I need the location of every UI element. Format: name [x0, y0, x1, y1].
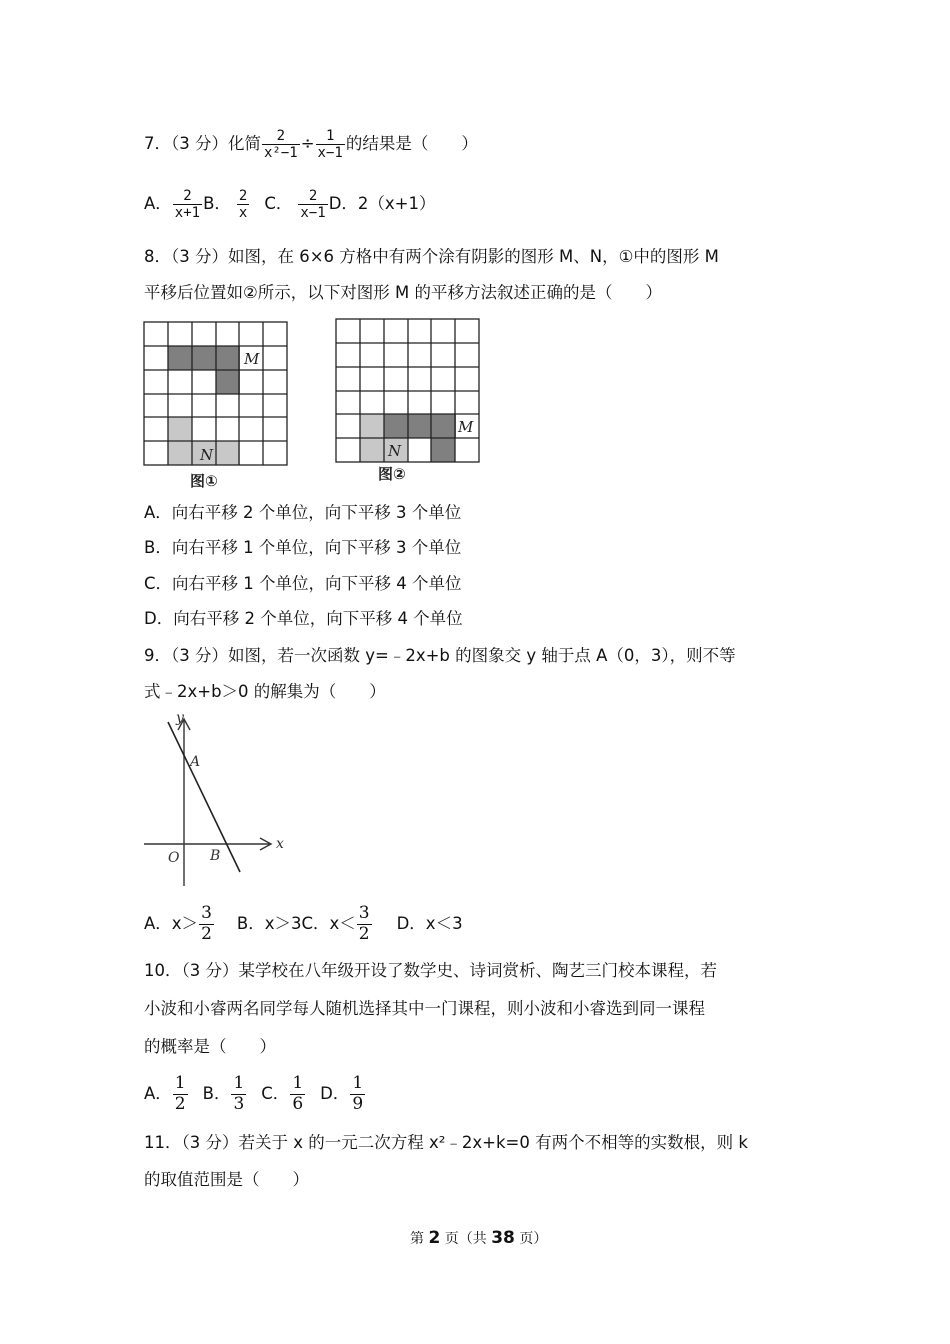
fig1-caption: 图①: [190, 472, 218, 490]
q10-optc-num: 1: [292, 1073, 304, 1093]
q10-optb-num: 1: [233, 1073, 245, 1093]
q9-optc-den: 2: [358, 923, 370, 944]
q9-option-bc-label: B．x＞3C．x＜: [236, 913, 356, 933]
footer-mid: 页（共: [440, 1231, 492, 1247]
q9-label-x: x: [276, 836, 284, 852]
fig2-grid: [336, 319, 479, 462]
q10-stem-line2: 小波和小睿两名同学每人随机选择其中一门课程，则小波和小睿选到同一课程: [144, 999, 705, 1018]
q7-frac2-num: 1: [325, 128, 335, 144]
q9-opta-num: 3: [201, 903, 212, 923]
q10-option-d-fraction: [350, 1074, 365, 1114]
q10-optb-den: 3: [233, 1093, 245, 1114]
q8-figure-2: [332, 315, 484, 487]
q10-option-b-label: B．: [202, 1083, 231, 1103]
q9-option-a-fraction: [199, 904, 214, 944]
q8-figure-1: [140, 318, 292, 490]
q7-options: [144, 188, 435, 221]
footer-post: 页）: [514, 1231, 548, 1247]
q7-option-d: D．2（x+1）: [328, 194, 436, 214]
q9-option-c-fraction: [357, 904, 372, 944]
fig1-label-n: N: [200, 446, 214, 464]
q10-stem-line3: 的概率是（ ）: [144, 1037, 276, 1056]
fig1-label-m: M: [244, 350, 260, 368]
fig2-shape-m-part2: [431, 438, 455, 462]
q7-optb-den: x: [238, 205, 248, 222]
q8-option-a: A．向右平移 2 个单位，向下平移 3 个单位: [144, 503, 462, 522]
q10-opta-den: 2: [174, 1093, 186, 1114]
q7-frac1-num: 2: [276, 128, 286, 144]
q7-option-a-fraction: [173, 188, 202, 221]
q7-option-a-label: A．: [144, 194, 172, 214]
q9-options: [144, 904, 463, 944]
q10-stem-line1: 10．（3 分）某学校在八年级开设了数学史、诗词赏析、陶艺三门校本课程，若: [144, 961, 717, 980]
q11-stem-line2: 的取值范围是（ ）: [144, 1170, 309, 1189]
q10-options: [144, 1074, 366, 1114]
fig2-shape-m-part1: [384, 414, 456, 438]
q10-optd-num: 1: [352, 1073, 364, 1093]
q8-option-b: B．向右平移 1 个单位，向下平移 3 个单位: [144, 538, 462, 557]
q10-option-d-label: D．: [320, 1083, 350, 1103]
footer-total-pages: 38: [491, 1228, 515, 1248]
q10-option-c-label: C．: [261, 1083, 290, 1103]
q7-frac2-den: x−1: [317, 145, 343, 162]
footer-page-number: 2: [428, 1228, 441, 1248]
q7-frac1-den: x²−1: [264, 145, 298, 162]
q9-stem-line2: 式﹣2x+b＞0 的解集为（ ）: [144, 682, 386, 701]
q7-optb-num: 2: [238, 188, 248, 204]
q8-option-c: C．向右平移 1 个单位，向下平移 4 个单位: [144, 574, 462, 593]
q11-stem-line1: 11．（3 分）若关于 x 的一元二次方程 x²﹣2x+k=0 有两个不相等的实数根，则 k: [144, 1133, 748, 1152]
q7-opta-num: 2: [183, 188, 192, 204]
q9-label-y: y: [176, 710, 184, 726]
q10-optd-den: 9: [352, 1093, 364, 1114]
q7-option-b-label: B．: [203, 194, 231, 214]
q10-option-a-fraction: [173, 1074, 188, 1114]
q9-option-d: D．x＜3: [396, 913, 463, 933]
footer-pre: 第: [410, 1231, 429, 1247]
q8-stem-line1: 8．（3 分）如图，在 6×6 方格中有两个涂有阴影的图形 M、N，①中的图形 M: [144, 247, 719, 266]
fig1-shape-m-part2: [216, 370, 240, 394]
q9-label-b: B: [210, 848, 221, 864]
q7-optc-den: x−1: [300, 205, 326, 222]
fig2-label-m: M: [458, 418, 474, 436]
q7-stem-suffix: 的结果是（ ）: [345, 134, 478, 154]
q7-option-c-fraction: [298, 188, 327, 221]
q10-optc-den: 6: [292, 1093, 304, 1114]
q9-optc-num: 3: [358, 903, 370, 923]
q9-label-o: O: [168, 850, 180, 866]
q9-option-a-label: A．x＞: [144, 913, 199, 933]
q7-option-c-label: C．: [264, 194, 293, 214]
q10-option-b-fraction: [231, 1074, 246, 1114]
q7-stem-prefix: 7．（3 分）化简: [144, 134, 261, 154]
page-footer: [410, 1230, 547, 1247]
q7-fraction-2: [316, 128, 345, 161]
fig1-shape-m-part1: [168, 346, 240, 370]
q8-stem-line2: 平移后位置如②所示，以下对图形 M 的平移方法叙述正确的是（ ）: [144, 283, 663, 302]
q9-opta-den: 2: [201, 923, 212, 944]
q7-divide: ÷: [300, 134, 315, 154]
q7-opta-den: x+1: [174, 205, 201, 222]
q9-graph: [140, 710, 300, 892]
q7-option-b-fraction: [237, 188, 249, 221]
q9-label-a: A: [190, 754, 201, 770]
q10-opta-num: 1: [174, 1073, 186, 1093]
q8-option-d: D．向右平移 2 个单位，向下平移 4 个单位: [144, 609, 463, 628]
q10-option-c-fraction: [290, 1074, 305, 1114]
q7-optc-num: 2: [308, 188, 318, 204]
q10-option-a-label: A．: [144, 1083, 172, 1103]
fig1-grid: [144, 322, 287, 465]
q7-fraction-1: [262, 128, 300, 161]
fig2-label-n: N: [388, 442, 402, 460]
fig2-caption: 图②: [378, 465, 406, 483]
q9-stem-line1: 9．（3 分）如图，若一次函数 y=﹣2x+b 的图象交 y 轴于点 A（0，3），则不等: [144, 646, 736, 665]
q7-stem: [144, 128, 478, 161]
